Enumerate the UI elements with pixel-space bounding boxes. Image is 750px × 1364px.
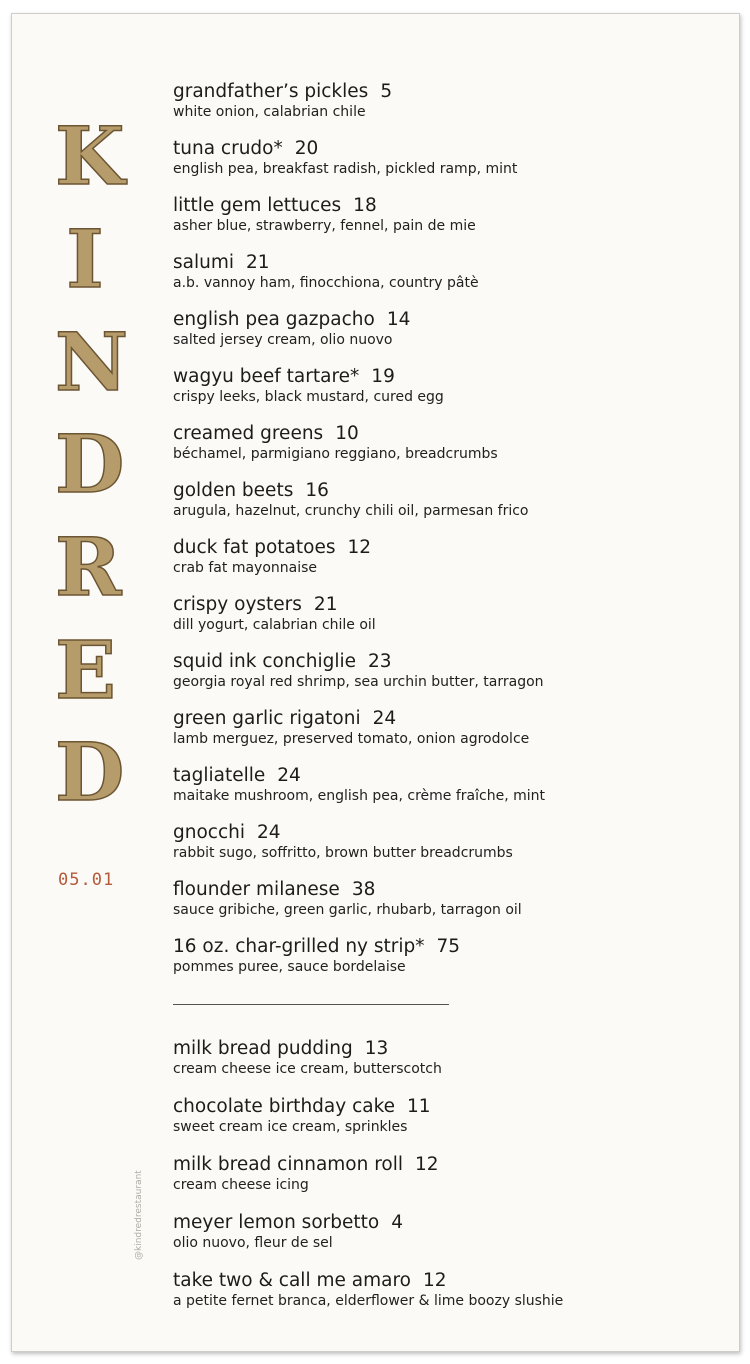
item-description: dill yogurt, calabrian chile oil [173,617,376,633]
item-price: 14 [386,309,411,330]
menu-item [173,252,713,309]
item-name: wagyu beef tartare* [173,366,360,387]
menu-item [173,480,713,537]
item-price: 21 [313,594,338,615]
menu-item [173,651,713,708]
item-name: gnocchi [173,822,245,843]
menu-item [173,1038,713,1096]
logo-letter-e: E [55,623,116,717]
item-description: rabbit sugo, soffritto, brown butter breadcrumbs [173,845,513,861]
item-description: sweet cream ice cream, sprinkles [173,1119,408,1135]
item-name: milk bread cinnamon roll [173,1154,404,1175]
item-name: little gem lettuces [173,195,342,216]
menu-item [173,879,713,936]
item-price: 38 [351,879,376,900]
item-price: 16 [305,480,329,501]
item-description: a petite fernet branca, elderflower & lime boozy slushie [173,1293,564,1309]
item-name: chocolate birthday cake [173,1096,396,1117]
item-description: a.b. vannoy ham, finocchiona, country pâtè [173,275,479,291]
section-divider [173,1004,449,1005]
logo-letter-d2: D [55,725,125,819]
logo-letter-n: N [55,315,129,409]
item-name: salumi [173,252,235,273]
logo-letter-i: I [66,212,104,306]
item-description: crab fat mayonnaise [173,560,318,576]
item-name: take two & call me amaro [173,1270,411,1291]
item-description: arugula, hazelnut, crunchy chili oil, parmesan frico [173,503,529,519]
item-description: cream cheese icing [173,1177,309,1193]
item-price: 21 [246,252,270,273]
item-price: 5 [380,81,393,102]
item-description: béchamel, parmigiano reggiano, breadcrumbs [173,446,498,462]
savory-menu-section [173,81,713,993]
item-price: 13 [364,1038,389,1059]
item-name: english pea gazpacho [173,309,375,330]
item-description: pommes puree, sauce bordelaise [173,959,406,975]
item-name: green garlic rigatoni [173,708,361,729]
menu-date: 05.01 [58,870,115,890]
item-price: 4 [391,1212,403,1233]
menu-item [173,1154,713,1212]
item-price: 10 [335,423,359,444]
instagram-handle: @kindredrestaurant [134,1170,144,1260]
item-price: 24 [257,822,281,843]
item-name: squid ink conchiglie [173,651,356,672]
item-price: 23 [368,651,392,672]
item-price: 19 [371,366,395,387]
menu-item [173,195,713,252]
menu-item [173,708,713,765]
item-description: maitake mushroom, english pea, crème fraîche, mint [173,788,545,804]
item-name: meyer lemon sorbetto [173,1212,380,1233]
item-price: 12 [415,1154,439,1175]
menu-item [173,822,713,879]
menu-item [173,366,713,423]
item-description: sauce gribiche, green garlic, rhubarb, tarragon oil [173,902,522,918]
item-name: creamed greens [173,423,324,444]
item-name: tagliatelle [173,765,266,786]
item-name: duck fat potatoes [173,537,336,558]
logo-letter-k: K [55,109,125,203]
menu-item [173,1270,713,1328]
menu-item [173,1212,713,1270]
dessert-menu-section [173,1038,713,1328]
item-description: salted jersey cream, olio nuovo [173,332,393,348]
item-description: white onion, calabrian chile [173,104,366,120]
item-description: olio nuovo, fleur de sel [173,1235,333,1251]
item-price: 11 [407,1096,431,1117]
item-description: asher blue, strawberry, fennel, pain de mie [173,218,476,234]
item-name: golden beets [173,480,294,501]
menu-item [173,537,713,594]
item-name: grandfather’s pickles [173,81,369,102]
menu-item [173,1096,713,1154]
item-price: 12 [347,537,372,558]
menu-item [173,309,713,366]
item-name: flounder milanese [173,879,340,900]
item-description: crispy leeks, black mustard, cured egg [173,389,444,405]
item-price: 20 [294,138,319,159]
menu-item [173,138,713,195]
item-name: milk bread pudding [173,1038,353,1059]
menu-item [173,765,713,822]
item-name: tuna crudo* [173,138,283,159]
item-description: lamb merguez, preserved tomato, onion agrodolce [173,731,530,747]
item-price: 24 [372,708,397,729]
item-name: crispy oysters [173,594,302,615]
menu-item [173,81,713,138]
item-price: 75 [436,936,461,957]
item-name: 16 oz. char-grilled ny strip* [173,936,425,957]
logo-letter-r: R [55,520,122,614]
menu-item [173,936,713,993]
menu-item [173,423,713,480]
logo-letter-d: D [55,417,125,511]
item-description: cream cheese ice cream, butterscotch [173,1061,442,1077]
item-price: 12 [422,1270,447,1291]
item-price: 18 [353,195,377,216]
item-price: 24 [277,765,301,786]
item-description: georgia royal red shrimp, sea urchin butter, tarragon [173,674,544,690]
menu-sheet [11,13,740,1352]
menu-item [173,594,713,651]
item-description: english pea, breakfast radish, pickled ramp, mint [173,161,518,177]
